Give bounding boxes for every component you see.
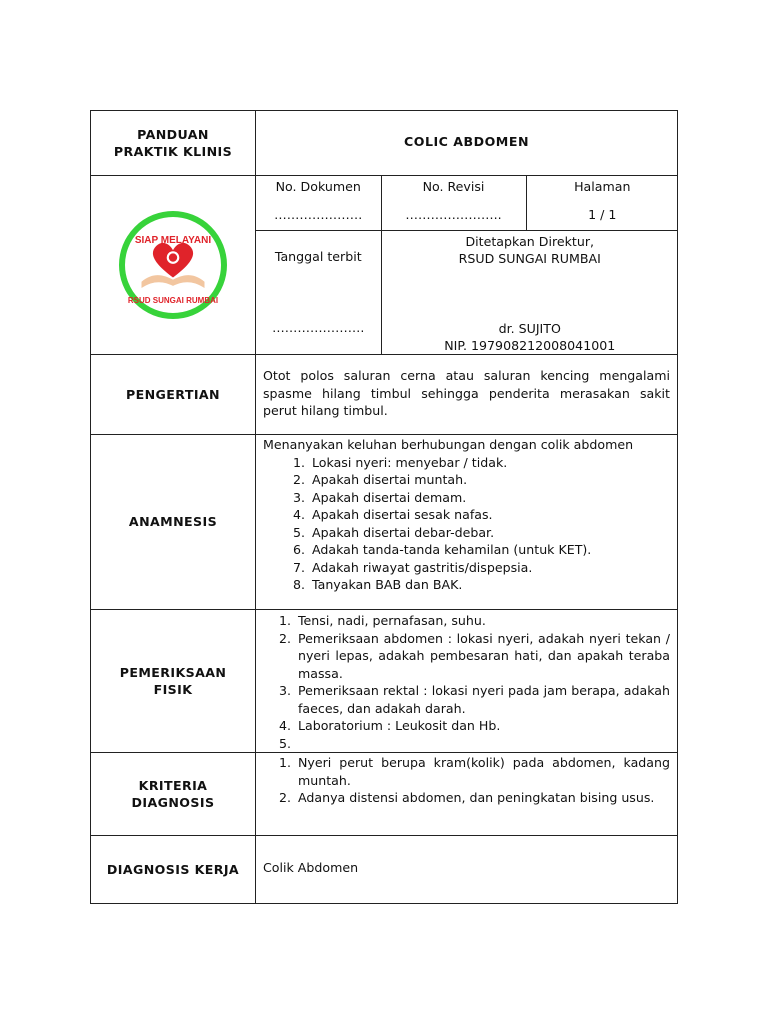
guide-type-cell xyxy=(91,111,256,176)
list-item xyxy=(295,735,670,753)
kriteria-label-cell xyxy=(91,753,256,836)
pengertian-label: PENGERTIAN xyxy=(91,355,256,435)
anamnesis-label: ANAMNESIS xyxy=(91,435,256,610)
no-revisi-label: No. Revisi xyxy=(422,179,485,194)
kriteria-label-line1: KRITERIA xyxy=(138,777,208,793)
ditetapkan-line2: RSUD SUNGAI RUMBAI xyxy=(458,250,601,266)
ditetapkan-cell xyxy=(381,230,678,354)
list-item: 1. Lokasi nyeri: menyebar / tidak. xyxy=(309,454,670,472)
no-dokumen-label: No. Dokumen xyxy=(275,179,361,194)
anamnesis-cell xyxy=(256,435,678,610)
no-revisi-cell xyxy=(381,176,526,230)
document-title: COLIC ABDOMEN xyxy=(256,111,678,176)
pemeriksaan-label-line1: PEMERIKSAAN xyxy=(119,664,227,680)
director-nip: NIP. 197908212008041001 xyxy=(444,337,616,353)
list-item: 1. Tensi, nadi, pernafasan, suhu. xyxy=(295,612,670,630)
clinical-guide-table xyxy=(90,110,678,904)
list-item: 8. Tanyakan BAB dan BAK. xyxy=(309,576,670,594)
list-item: 2. Adanya distensi abdomen, dan peningkatan bising usus. xyxy=(295,789,670,807)
anamnesis-list xyxy=(263,454,670,594)
pemeriksaan-cell xyxy=(256,610,678,753)
halaman-value: 1 / 1 xyxy=(588,206,617,222)
kriteria-cell xyxy=(256,753,678,836)
logo-cell xyxy=(91,176,256,355)
no-dokumen-value: ………………… xyxy=(274,206,363,222)
no-revisi-value: ………………….. xyxy=(405,206,502,222)
anamnesis-intro: Menanyakan keluhan berhubungan dengan colik abdomen xyxy=(263,437,634,452)
guide-type-line2: PRAKTIK KLINIS xyxy=(113,144,233,159)
tanggal-label: Tanggal terbit xyxy=(274,248,362,264)
list-item: 1. Nyeri perut berupa kram(kolik) pada abdomen, kadang muntah. xyxy=(295,754,670,789)
list-item: 6. Adakah tanda-tanda kehamilan (untuk KET). xyxy=(309,541,670,559)
diagnosis-kerja-label: DIAGNOSIS KERJA xyxy=(91,836,256,904)
ditetapkan-line1: Ditetapkan Direktur, xyxy=(465,233,595,249)
kriteria-list xyxy=(263,754,670,807)
list-item: 7. Adakah riwayat gastritis/dispepsia. xyxy=(309,559,670,577)
logo-top-text: SIAP MELAYANI xyxy=(134,235,212,246)
list-item: 3. Apakah disertai demam. xyxy=(309,489,670,507)
list-item: 4. Apakah disertai sesak nafas. xyxy=(309,506,670,524)
list-item: 2. Pemeriksaan abdomen : lokasi nyeri, adakah nyeri tekan / nyeri lepas, adakah pembesaran hati, dan apakah teraba massa. xyxy=(295,630,670,683)
diagnosis-kerja-cell xyxy=(256,836,678,904)
document-info-cell xyxy=(256,176,678,355)
list-item: 2. Apakah disertai muntah. xyxy=(309,471,670,489)
list-item: 4. Laboratorium : Leukosit dan Hb. xyxy=(295,717,670,735)
hospital-logo xyxy=(117,209,229,321)
no-dokumen-cell xyxy=(256,176,381,230)
director-name: dr. SUJITO xyxy=(498,320,561,336)
guide-type-line1: PANDUAN xyxy=(137,126,209,142)
halaman-label: Halaman xyxy=(574,179,631,194)
logo-bottom-text: RSUD SUNGAI RUMBAI xyxy=(127,296,219,305)
kriteria-label-line2: DIAGNOSIS xyxy=(131,795,215,810)
tanggal-value: …………………. xyxy=(272,319,365,335)
list-item: 3. Pemeriksaan rektal : lokasi nyeri pada jam berapa, adakah faeces, dan adakah darah. xyxy=(295,682,670,717)
pengertian-cell xyxy=(256,355,678,435)
pemeriksaan-label-line2: FISIK xyxy=(153,682,193,697)
pemeriksaan-label-cell xyxy=(91,610,256,753)
pengertian-text: Otot polos saluran cerna atau saluran kencing mengalami spasme hilang timbul sehingga penderita merasakan sakit perut hilang timbul. xyxy=(263,368,670,418)
list-item: 5. Apakah disertai debar-debar. xyxy=(309,524,670,542)
tanggal-cell xyxy=(256,230,381,354)
halaman-cell xyxy=(526,176,678,230)
diagnosis-kerja-text: Colik Abdomen xyxy=(263,860,359,875)
pemeriksaan-list xyxy=(263,612,670,752)
